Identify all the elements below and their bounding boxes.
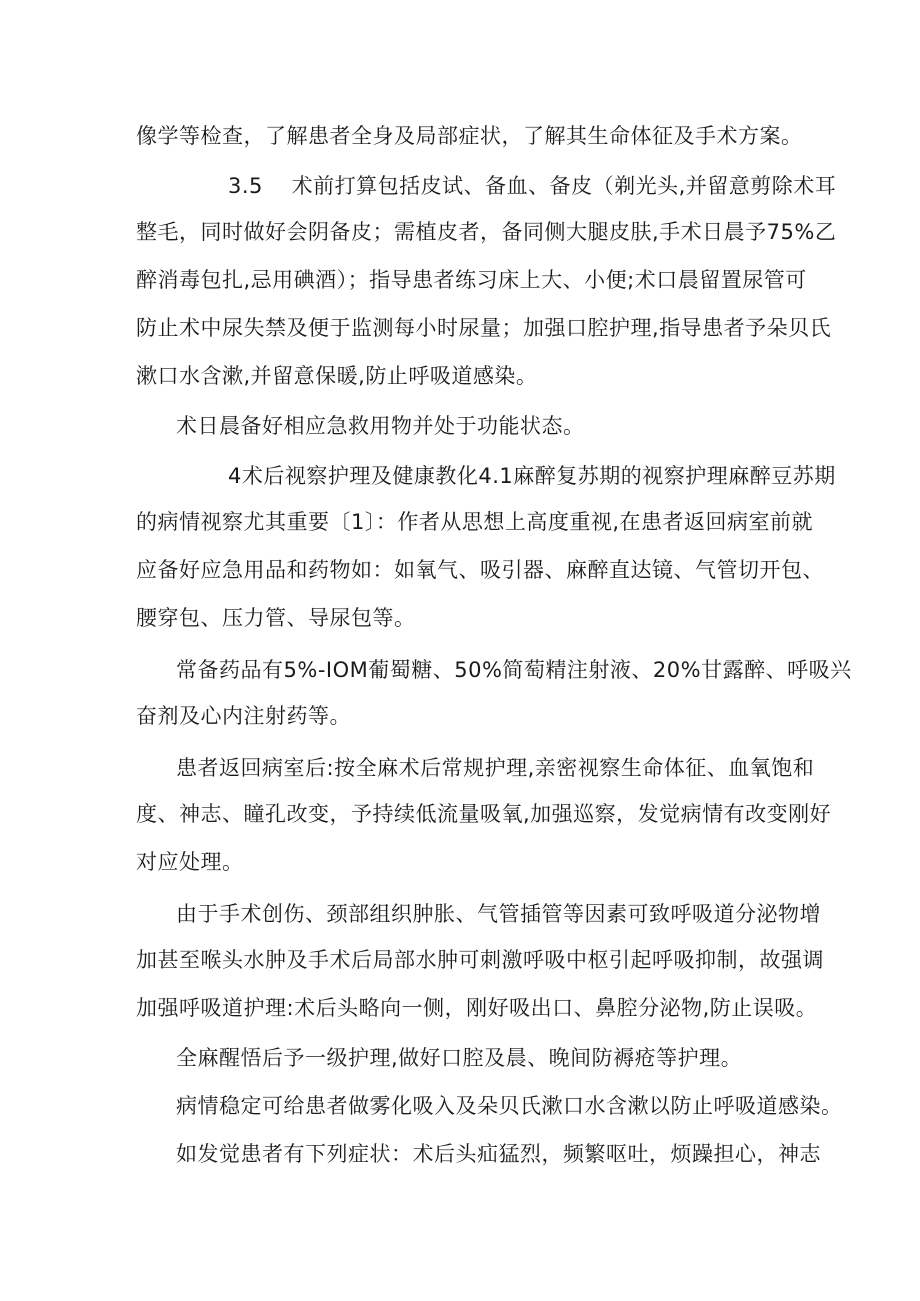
text-line: 漱口水含漱,并留意保暖,防止呼吸道感染。 [136,364,538,388]
text-line: 的病情视察尤其重要〔1〕：作者从思想上高度重视,在患者返回病室前就 [136,510,814,534]
text-line: 整毛，同时做好会阴备皮；需植皮者，备同侧大腿皮肤,手术日晨予75%乙 [136,220,837,244]
text-line: 应备好应急用品和药物如：如氧气、吸引器、麻醉直达镜、气管切开包、 [136,558,824,582]
text-line: 加甚至喉头水肿及手术后局部水肿可刺激呼吸中枢引起呼吸抑制，故强调 [136,948,824,972]
text-line: 术日晨备好相应急救用物并处于功能状态。 [176,414,585,438]
text-line: 像学等检查，了解患者全身及局部症状，了解其生命体征及手术方案。 [136,124,803,148]
text-line: 常备药品有5%-IOM葡蜀糖、50%简萄精注射液、20%甘露醉、呼吸兴 [176,658,852,682]
text-line: 患者返回病室后:按全麻术后常规护理,亲密视察生命体征、血氧饱和 [176,756,815,780]
text-line: 如发觉患者有下列症状：术后头疝猛烈，频繁呕吐，烦躁担心，神志 [176,1142,821,1166]
text-line: 醉消毒包扎,忌用碘酒）；指导患者练习床上大、小便;术口晨留置尿管可 [136,268,807,292]
text-line: 病情稳定可给患者做雾化吸入及朵贝氏漱口水含漱以防止呼吸道感染。 [176,1094,843,1118]
text-line: 奋剂及心内注射药等。 [136,704,351,728]
text-line: 由于手术创伤、颈部组织肿胀、气管插管等因素可致呼吸道分泌物增 [176,902,821,926]
text-line: 4术后视察护理及健康教化4.1麻醉复苏期的视察护理麻醉豆苏期 [228,464,836,488]
text-line: 全麻醒悟后予一级护理,做好口腔及晨、晚间防褥疮等护理。 [176,1046,743,1070]
text-line: 度、神志、瞳孔改变，予持续低流量吸氧,加强巡察，发觉病情有改变刚好 [136,802,832,826]
text-line: 腰穿包、压力管、导尿包等。 [136,606,416,630]
text-line: 3.5 术前打算包括皮试、备血、备皮（剃光头,并留意剪除术耳 [228,174,837,198]
text-line: 对应处理。 [136,850,244,874]
text-line: 加强呼吸道护理:术后头略向一侧，刚好吸出口、鼻腔分泌物,防止误吸。 [136,996,818,1020]
text-line: 防止术中尿失禁及便于监测每小时尿量；加强口腔护理,指导患者予朵贝氏 [136,316,832,340]
